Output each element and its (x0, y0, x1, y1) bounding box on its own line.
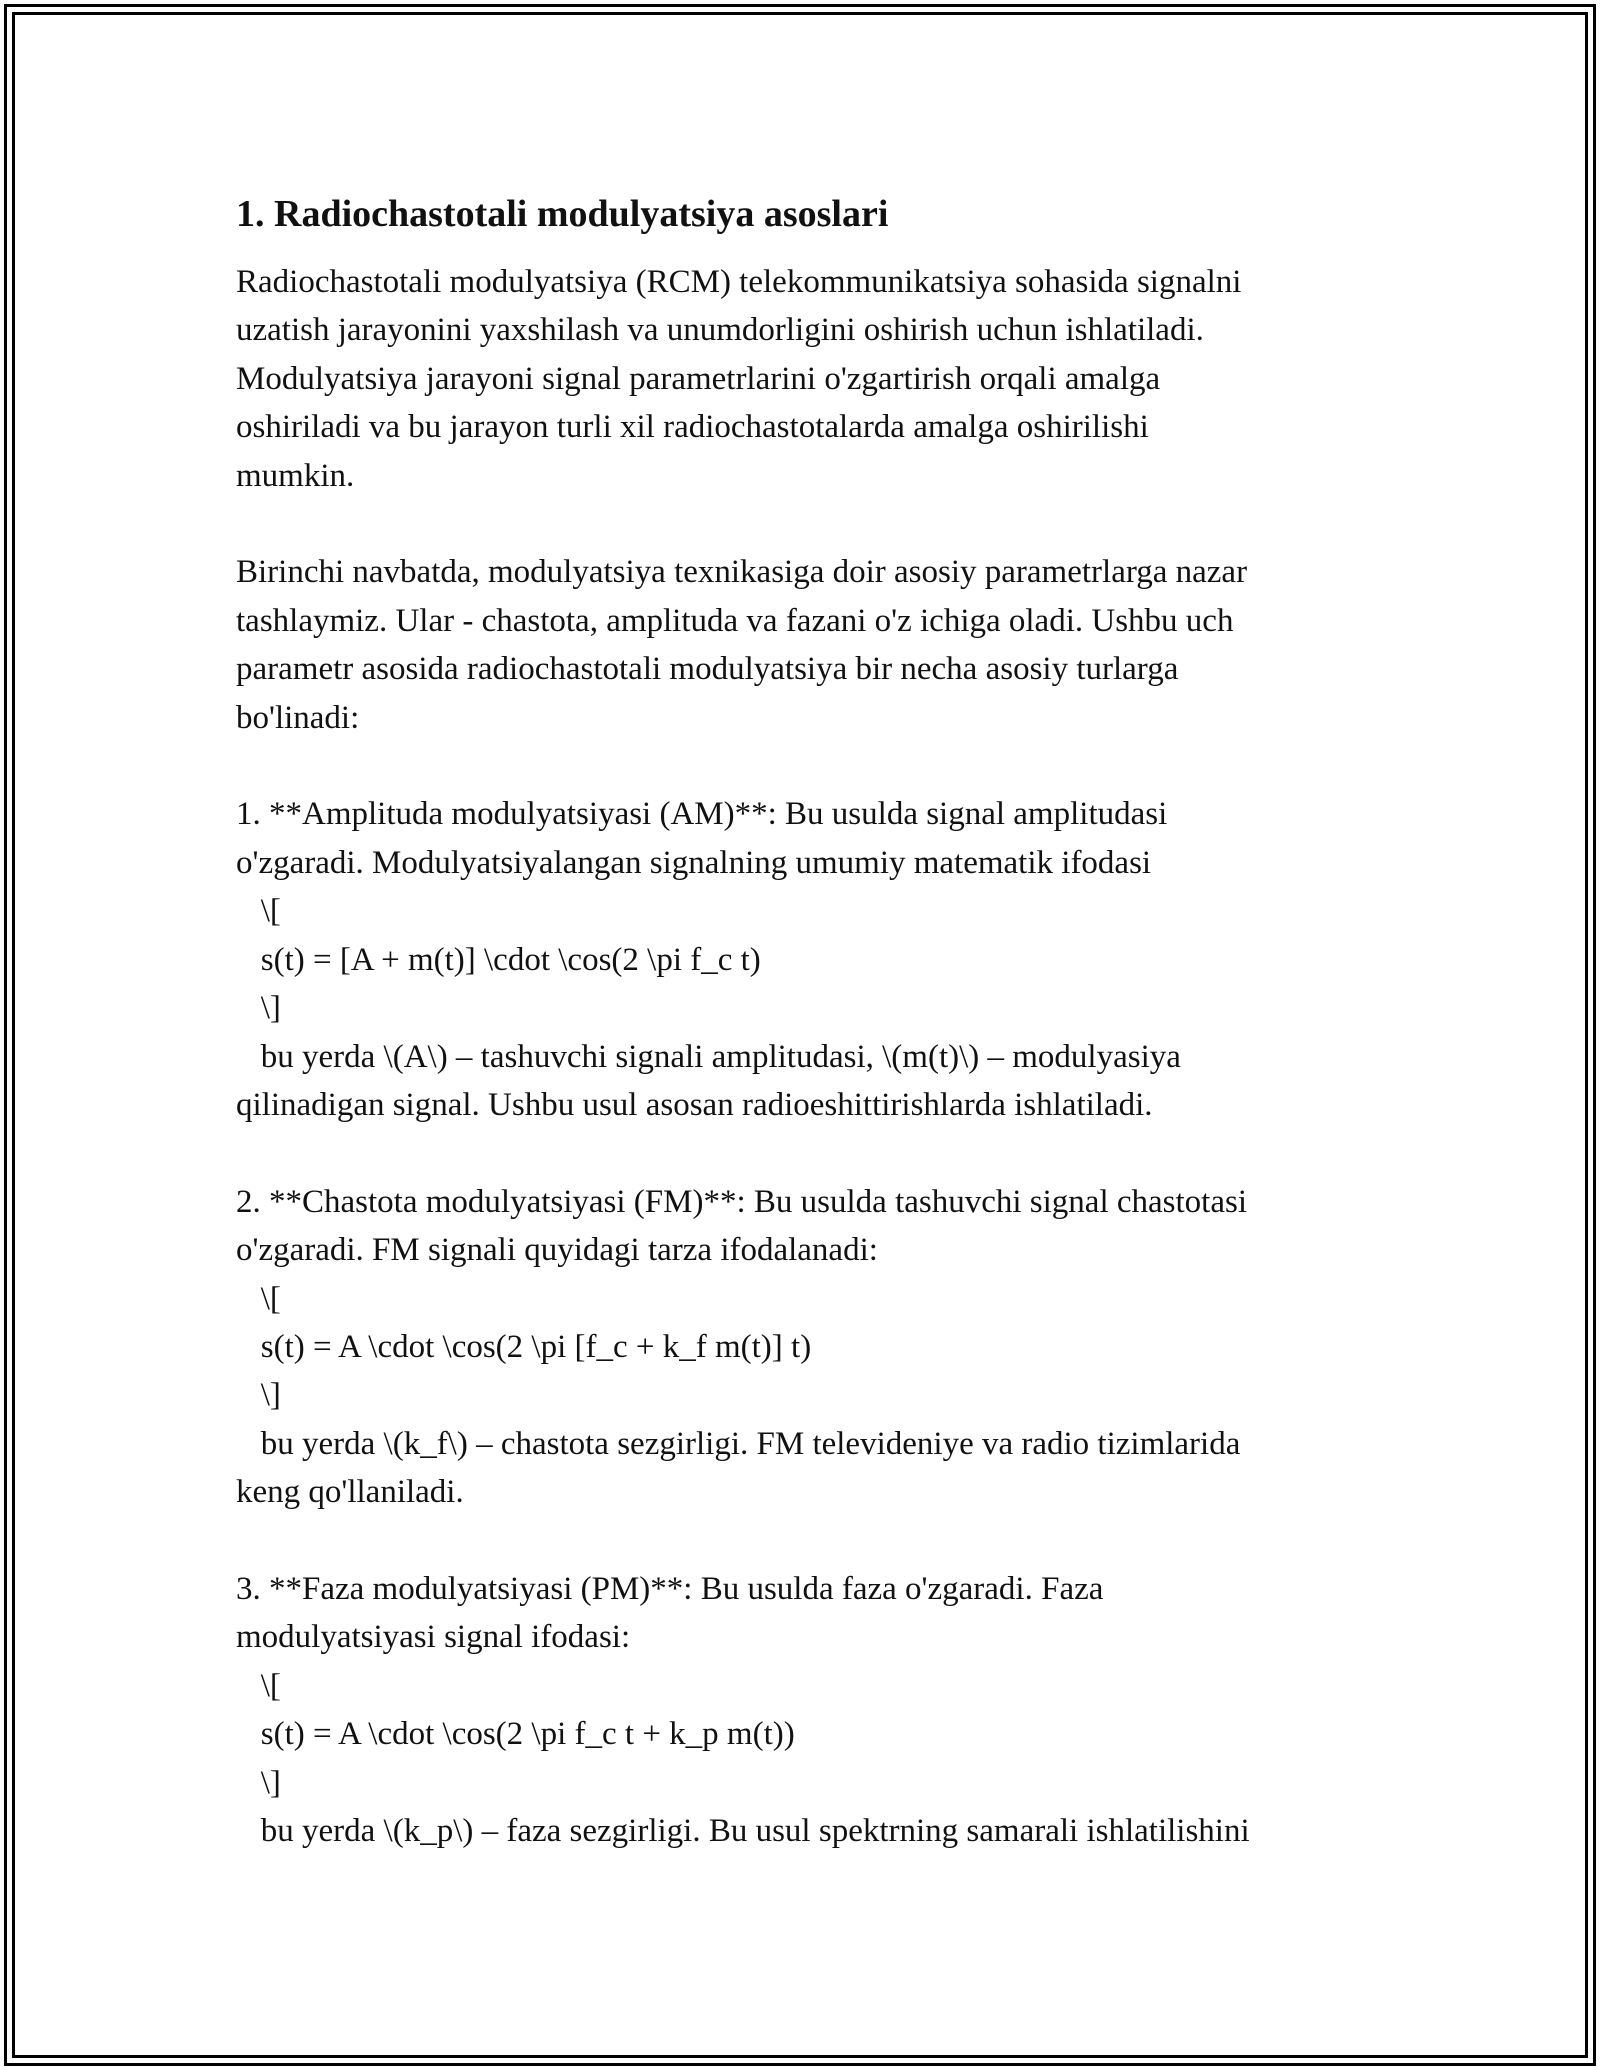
section-heading: 1. Radiochastotali modulyatsiya asoslari (236, 193, 889, 235)
body-text: Radiochastotali modulyatsiya (RCM) telekommunikatsiya sohasida signalni uzatish jarayonini yaxshilash va unumdorligini oshirish uchun ishlatiladi. Modulyatsiya jarayoni signal parametrlarini o'zgartirish orqali amalga oshiriladi va bu jarayon turli xil radiochastotalarda amalga oshirilishi mumkin. Birinchi navbatda, modulyatsiya texnikasiga doir asosiy parametrlarga nazar tashlaymiz. Ular - chastota, amplituda va fazani o'z ichiga oladi. Ushbu uch parametr asosida radiochastotali modulyatsiya bir necha asosiy turlarga bo'linadi: 1. **Amplituda modulyatsiyasi (AM)**: Bu usulda signal amplitudasi o'zgaradi. Modulyatsiyalangan signalning umumiy matematik ifodasi \[ s(t) = [A + m(t)] \cdot \cos(2 \pi f_c t) \] bu yerda \(A\) – tashuvchi signali amplitudasi, \(m(t)\) – modulyasiya qilinadigan signal. Ushbu usul asosan radioeshittirishlarda ishlatiladi. 2. **Chastota modulyatsiyasi (FM)**: Bu usulda tashuvchi signal chastotasi o'zgaradi. FM signali quyidagi tarza ifodalanadi: \[ s(t) = A \cdot \cos(2 \pi [f_c + k_f m(t)] t) \] bu yerda \(k_f\) – chastota sezgirligi. FM televideniye va radio tizimlarida keng qo'llaniladi. 3. **Faza modulyatsiyasi (PM)**: Bu usulda faza o'zgaradi. Faza modulyatsiyasi signal ifodasi: \[ s(t) = A \cdot \cos(2 \pi f_c t + k_p m(t)) \] bu yerda \(k_p\) – faza sezgirligi. Bu usul spektrning samarali ishlatilishini (236, 264, 1250, 1849)
document-content (236, 186, 1376, 1855)
